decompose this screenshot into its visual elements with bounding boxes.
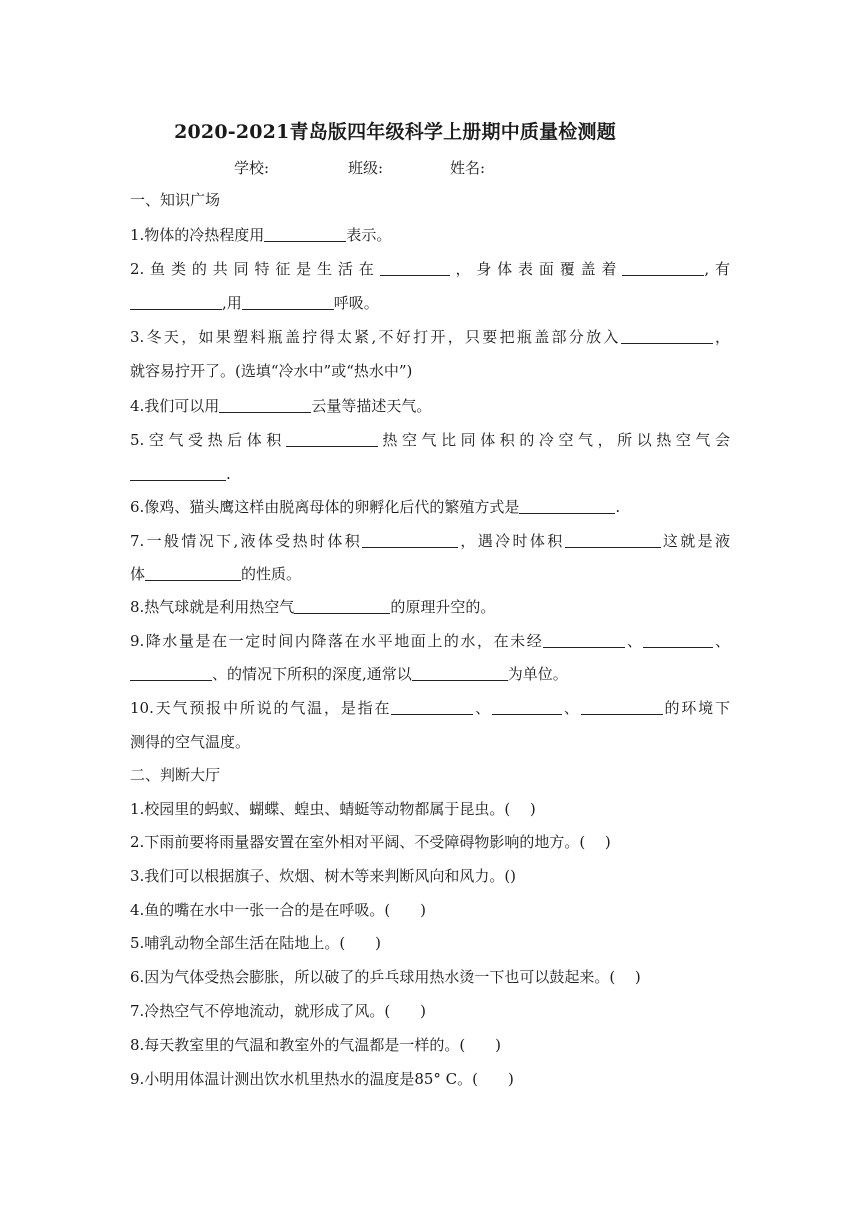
answer-blank xyxy=(581,699,663,715)
question-2: 2.鱼类的共同特征是生活在 ，身体表面覆盖着 ,有 xyxy=(130,260,730,278)
answer-blank xyxy=(380,260,450,276)
section-heading-judgement: 二、判断大厅 xyxy=(130,766,221,784)
judgement-item: 4.鱼的嘴在水中一张一合的是在呼吸。( ) xyxy=(130,901,427,919)
class-label: 班级: xyxy=(348,159,384,177)
section-heading-knowledge: 一、知识广场 xyxy=(130,191,221,209)
answer-blank xyxy=(543,632,625,648)
judgement-item: 2.下雨前要将雨量器安置在室外相对平阔、不受障碍物影响的地方。( ) xyxy=(130,833,611,851)
question-8: 8.热气球就是利用热空气 的原理升空的。 xyxy=(130,598,496,616)
answer-blank xyxy=(565,532,661,548)
answer-blank xyxy=(362,532,458,548)
question-4: 4.我们可以用 云量等描述天气。 xyxy=(130,397,432,415)
student-info-line xyxy=(234,157,485,178)
question-7: 7.一般情况下,液体受热时体积 ，遇冷时体积 这就是液 xyxy=(130,532,730,550)
judgement-item: 8.每天教室里的气温和教室外的气温都是一样的。( ) xyxy=(130,1036,502,1054)
name-label: 姓名: xyxy=(450,159,486,177)
answer-blank xyxy=(643,632,713,648)
question-6: 6.像鸡、猫头鹰这样由脱离母体的卵孵化后代的繁殖方式是 . xyxy=(130,498,621,516)
question-3-cont: 就容易拧开了。(选填“冷水中”或“热水中”) xyxy=(130,362,413,380)
question-5-cont: . xyxy=(130,464,231,484)
judgement-item: 3.我们可以根据旗子、炊烟、树木等来判断风向和风力。() xyxy=(130,867,517,885)
question-3: 3.冬天，如果塑料瓶盖拧得太紧,不好打开，只要把瓶盖部分放入 ， xyxy=(130,328,730,346)
answer-blank xyxy=(130,665,212,681)
judgement-item: 7.冷热空气不停地流动，就形成了风。( ) xyxy=(130,1002,427,1020)
judgement-item: 1.校园里的蚂蚁、蝴蝶、蝗虫、蜻蜓等动物都属于昆虫。( ) xyxy=(130,800,536,818)
judgement-item: 5.哺乳动物全部生活在陆地上。( ) xyxy=(130,934,382,952)
answer-blank xyxy=(145,565,241,581)
answer-blank xyxy=(286,431,378,447)
answer-blank xyxy=(130,465,226,481)
question-9: 9.降水量是在一定时间内降落在水平地面上的水，在未经 、 、 xyxy=(130,632,730,650)
answer-blank xyxy=(391,699,473,715)
question-1: 1.物体的冷热程度用 表示。 xyxy=(130,226,392,244)
judgement-item: 9.小明用体温计测出饮水机里热水的温度是85° C。( ) xyxy=(130,1070,514,1088)
question-7-cont: 体 的性质。 xyxy=(130,565,302,583)
answer-blank xyxy=(264,226,346,242)
answer-blank xyxy=(622,260,704,276)
school-label: 学校: xyxy=(234,159,270,177)
answer-blank xyxy=(219,397,311,413)
answer-blank xyxy=(130,294,222,310)
page-title: 2020-2021青岛版四年级科学上册期中质量检测题 xyxy=(174,121,616,143)
question-9-cont: 、的情况下所积的深度,通常以 为单位。 xyxy=(130,664,568,684)
question-10-cont: 测得的空气温度。 xyxy=(130,733,251,751)
answer-blank xyxy=(412,665,508,681)
answer-blank xyxy=(242,294,334,310)
question-2-cont: ,用 呼吸。 xyxy=(130,293,379,313)
answer-blank xyxy=(492,699,562,715)
question-10: 10.天气预报中所说的气温，是指在 、 、 的环境下 xyxy=(130,699,730,717)
answer-blank xyxy=(621,328,713,344)
answer-blank xyxy=(519,498,615,514)
judgement-item: 6.因为气体受热会膨胀，所以破了的乒乓球用热水烫一下也可以鼓起来。( ) xyxy=(130,968,641,986)
answer-blank xyxy=(294,598,390,614)
question-5: 5.空气受热后体积 热空气比同体积的冷空气，所以热空气会 xyxy=(130,431,730,449)
